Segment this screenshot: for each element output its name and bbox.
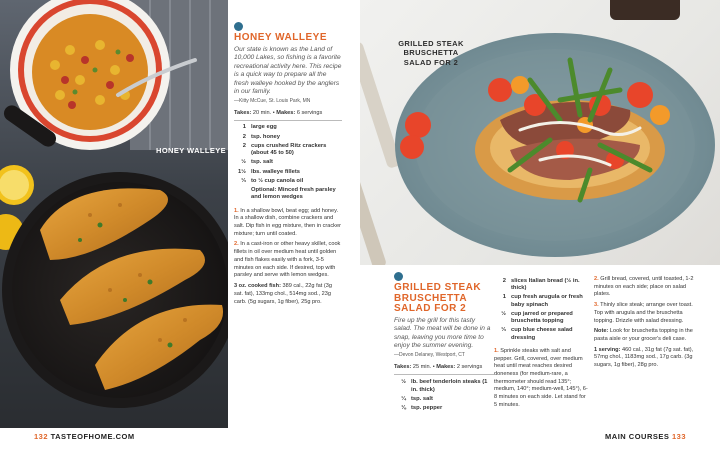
left-folio: [34, 432, 135, 441]
recipe-meta: Takes: 20 min. • Makes: 6 servings: [234, 110, 342, 122]
takes-label: Takes:: [234, 109, 252, 116]
makes-label: Makes:: [436, 363, 456, 370]
ingredient-item: ⅛ tsp. pepper: [401, 405, 443, 412]
recipe-intro: Our state is known as the Land of 10,000 Lakes, so fishing is a favorite recreational activity here. This recipe is a quick way to prepare all the fresh walleye hooked by the anglers in our family.: [234, 45, 342, 96]
recipe-byline: —Kitty McCue, St. Louis Park, MN: [234, 97, 311, 104]
honey-walleye-recipe: [234, 22, 342, 306]
nutrition-facts: 3 oz. cooked fish: 389 cal., 22g fat (3g sat. fat), 133mg chol., 514mg sod., 23g carb. (5g sugars, 1g fiber), 25g pro.: [234, 283, 332, 305]
recipe-step: 2. Grill bread, covered, until toasted, 1-2 minutes on each side; place on salad plates.: [594, 276, 694, 298]
ingredient-item: ½ lb. beef tenderloin steaks (1 in. thick): [401, 379, 488, 393]
ingredient-item: ½ tsp. salt: [241, 159, 273, 166]
recipe-step: 2. In a cast-iron or other heavy skillet, cook fillets in oil over medium heat until golden and fish flakes easily with a fork, 3-5 minutes on each side. If desired, top with parsley and serve with lemon wedges.: [234, 241, 341, 279]
ingredient-list: [494, 278, 588, 342]
recipe-step: 1. In a shallow bowl, beat egg; add honey. In a shallow dish, combine crackers and salt. Dip fish in egg mixture, then in cracker mixture; turn until coated.: [234, 207, 341, 237]
ingredient-list: [234, 124, 342, 201]
ingredient-item: 2 cups crushed Ritz crackers (about 45 to 50): [242, 142, 327, 157]
recipe-step: 1. Sprinkle steaks with salt and pepper. Grill, covered, over medium heat until meat reaches desired doneness (for medium-rare, a thermometer should read 135°; medium, 140°; medium-well, 145°), 6-8 minutes on each side. Let stand for 5 minutes.: [494, 347, 588, 408]
right-photo-caption: GRILLED STEAK BRUSCHETTA SALAD FOR 2: [398, 39, 464, 67]
makes-label: Makes:: [276, 109, 296, 116]
ingredient-item: 1 large egg: [242, 124, 277, 131]
recipe-note: Note: Look for bruschetta topping in the pasta aisle or your grocer's deli case.: [594, 328, 693, 343]
makes-value: 6 servings: [296, 109, 323, 116]
left-page-number: 132: [34, 432, 49, 441]
recipe-step: 3. Thinly slice steak; arrange over toast. Top with arugula and the bruschetta topping. Drizzle with salad dressing.: [594, 302, 693, 324]
honey-walleye-photo: [0, 0, 228, 428]
makes-value: 2 servings: [456, 363, 483, 370]
ingredient-item: ⅓ to ½ cup canola oil: [241, 177, 304, 184]
recipe-meta: Takes: 25 min. • Makes: 2 servings: [394, 364, 494, 376]
takes-value: 25 min.: [412, 363, 432, 370]
taste-of-home-emblem-icon: [394, 272, 403, 281]
steak-bruschetta-recipe-col2: [494, 276, 588, 410]
steak-bruschetta-recipe-col1: [394, 272, 494, 412]
ingredient-item: ⅓ cup blue cheese salad dressing: [501, 327, 573, 341]
takes-label: Takes:: [394, 363, 412, 370]
taste-of-home-emblem-icon: [234, 22, 243, 31]
right-running-footer: MAIN COURSES: [605, 432, 670, 441]
ingredient-item: Optional: Minced fresh parsley and lemon wedges: [251, 187, 336, 201]
left-running-footer: TASTEOFHOME.COM: [50, 432, 135, 441]
nutrition-facts: 1 serving: 460 cal., 31g fat (7g sat. fat), 57mg chol., 1183mg sod., 17g carb. (3g sugars, 1g fiber), 28g pro.: [594, 346, 694, 369]
ingredient-item: ½ cup jarred or prepared bruschetta topping: [501, 310, 573, 325]
steak-bruschetta-recipe-col3: [594, 276, 694, 370]
right-folio: [605, 432, 686, 441]
recipe-byline: —Devon Delaney, Westport, CT: [394, 351, 465, 358]
walleye-food-illustration: [0, 0, 228, 428]
recipe-title: HONEY WALLEYE: [234, 32, 327, 43]
ingredient-item: 2 slices Italian bread (½ in. thick): [502, 278, 580, 292]
recipe-intro: Fire up the grill for this tasty salad. The meat will be done in a snap, leaving you more time to enjoy the summer evening.: [394, 316, 491, 350]
left-photo-caption: HONEY WALLEYE: [156, 146, 227, 155]
right-page-number: 133: [671, 432, 686, 441]
ingredient-list: [394, 379, 494, 412]
ingredient-item: 1½ lbs. walleye fillets: [237, 168, 300, 175]
ingredient-item: 2 tsp. honey: [242, 133, 280, 140]
recipe-title: GRILLED STEAK BRUSCHETTA SALAD FOR 2: [394, 282, 482, 314]
ingredient-item: 1 cup fresh arugula or fresh baby spinach: [502, 294, 583, 308]
takes-value: 20 min.: [252, 109, 272, 116]
ingredient-item: ¼ tsp. salt: [401, 395, 433, 402]
